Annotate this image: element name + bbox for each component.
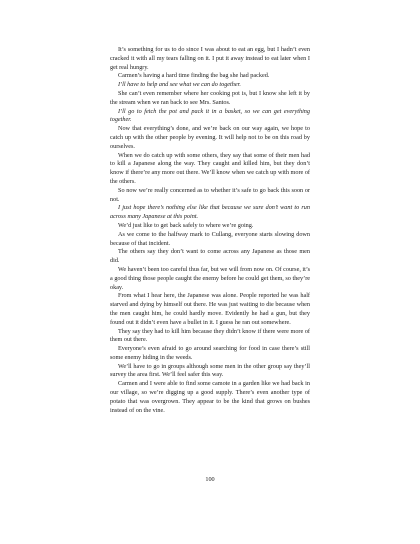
paragraph: As we come to the halfway mark to Cullang, everyone starts slowing down because of that incident.: [110, 230, 310, 247]
paragraph: It’s something for us to do since I was about to eat an egg, but I hadn’t even cracked it with all my tears falling on it. I put it away instead to eat later when I get real hungry.: [110, 46, 310, 71]
paragraph: We haven’t been too careful thus far, but we will from now on. Of course, it’s a good thing those people caught the enemy before he could get them, so they’re okay.: [110, 265, 310, 291]
paragraph: The others say they don’t want to come across any Japanese as those men did.: [110, 248, 310, 265]
page-number: 100: [205, 476, 215, 483]
paragraph: We’d just like to get back safely to where we’re going.: [118, 221, 254, 229]
paragraph: She can’t even remember where her cooking pot is, but I know she left it by the stream when we ran back to see Mrs. Santos.: [110, 89, 310, 106]
paragraph: I’ll go to fetch the pot and pack it in a basket, so we can get everything together.: [110, 107, 310, 124]
paragraph: They say they had to kill him because they didn’t know if there were more of them out there.: [110, 327, 310, 344]
paragraph: We’ll have to go in groups although some men in the other group say they’ll survey the area first. We’ll feel safer this way.: [110, 362, 310, 379]
paragraph: Everyone’s even afraid to go around searching for food in case there’s still some enemy hiding in the weeds.: [110, 345, 310, 361]
page-body: [110, 46, 310, 415]
paragraph: I just hope there’s nothing else like that because we sure don’t want to run across many Japanese at this point.: [110, 204, 310, 221]
paragraph: When we do catch up with some others, they say that some of their men had to kill a Japanese along the way. They caught and killed him, but they don’t know if there’re any more out there. We’ll know when we catch up with more of the others.: [110, 151, 310, 185]
paragraph: So now we’re really concerned as to whether it’s safe to go back this soon or not.: [110, 186, 310, 203]
paragraph: Carmen and I were able to find some camote in a garden like we had back in our village, so we’re digging up a good supply. There’s even another type of potato that was overgrown. They appear to be the kind that grows on bushes instead of on the vine.: [110, 380, 310, 414]
paragraph: Carmen’s having a hard time finding the bag she had packed.: [118, 72, 270, 80]
paragraph: I’ll have to help and see what we can do together.: [118, 81, 241, 89]
paragraph: From what I hear here, the Japanese was alone. People reported he was half starved and dying by himself out there. He was just waiting to die because when the men caught him, he could hardly move. Evidently he had a gun, but they found out it didn’t even have a bullet in it. I guess he ran out somewhere.: [110, 292, 310, 326]
paragraph: Now that everything’s done, and we’re back on our way again, we hope to catch up with the other people by evening. It will help not to be on this road by ourselves.: [110, 125, 310, 150]
